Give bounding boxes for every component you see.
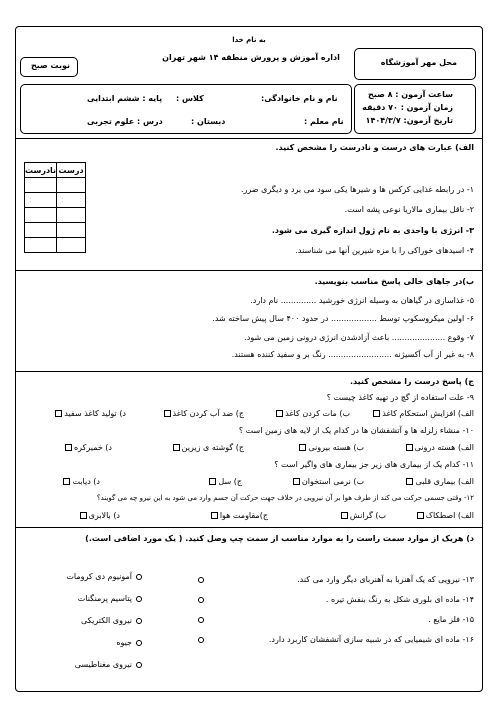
match-option-4: جیوه	[116, 638, 132, 647]
department-title: اداره آموزش و پرورش منطقه ۱۴ شهر تهران	[162, 53, 340, 62]
exam-sheet	[15, 26, 483, 692]
q9-option-c-label: ج) ضد آب کردن کاغذ	[172, 409, 244, 418]
q11-option-b[interactable]	[291, 477, 364, 486]
q9-option-a-label: الف) افزایش استحکام کاغذ	[382, 409, 474, 418]
answer-cell[interactable]	[57, 208, 86, 223]
answer-cell[interactable]	[57, 178, 86, 193]
subject-label: درس : علوم تجربی	[87, 117, 163, 126]
false-header: نادرست	[25, 163, 57, 178]
answer-cell[interactable]	[57, 193, 86, 208]
student-info-box	[20, 84, 352, 134]
school-seal-label: محل مهر آموزشگاه	[380, 58, 457, 67]
checkbox[interactable]	[341, 512, 348, 519]
exam-date: تاریخ آزمون: ۱۴۰۴/۳/۷	[365, 116, 453, 125]
checkbox[interactable]	[406, 478, 413, 485]
q11-option-c[interactable]	[207, 477, 242, 486]
match-option-3: نیروی الکتریکی	[81, 616, 132, 625]
section-a-title: الف) عبارت های درست و نادرست را مشخص کنید.	[275, 143, 474, 152]
match-option-2: پتاسیم پرمنگنات	[77, 594, 132, 603]
question-4: ۴- اسیدهای خوراکی را با مزه شیرین آنها می شناسند.	[295, 246, 474, 255]
answer-cell[interactable]	[25, 193, 57, 208]
match-item-15: ۱۵- فلز مایع .	[428, 615, 474, 624]
q9-option-b-label: ب) مات کردن کاغذ	[285, 409, 350, 418]
match-item-13: ۱۳- نیرویی که یک آهنربا به آهنربای دیگر وارد می کند.	[297, 575, 474, 584]
checkbox[interactable]	[55, 410, 62, 417]
answer-cell[interactable]	[25, 238, 57, 253]
q12-option-d[interactable]	[78, 511, 120, 520]
checkbox[interactable]	[80, 512, 87, 519]
section-c-title: ج) پاسخ درست را مشخص کنید.	[350, 377, 474, 386]
teacher-label: نام معلم :	[304, 117, 344, 126]
exam-time: ساعت آزمون : ۸ صبح	[368, 90, 453, 99]
match-dot[interactable]	[198, 597, 204, 603]
q10-option-c-label: ج) گوشته ی زیرین	[181, 443, 244, 452]
q10-option-b-label: ب) هسته بیرونی	[308, 443, 364, 452]
divider	[16, 371, 482, 372]
checkbox[interactable]	[406, 444, 413, 451]
checkbox[interactable]	[276, 410, 283, 417]
checkbox[interactable]	[173, 444, 180, 451]
checkbox[interactable]	[164, 410, 171, 417]
name-label: نام و نام خانوادگی:	[261, 94, 338, 103]
checkbox[interactable]	[417, 512, 424, 519]
shift-label: نوبت صبح	[31, 61, 71, 70]
question-10: ۱۰- منشاء زلزله ها و آتشفشان ها در کدام یک از لایه های زمین است ؟	[238, 426, 474, 435]
q10-option-a-label: الف) هسته درونی	[414, 443, 474, 452]
grade-label: پایه : ششم ابتدایی	[87, 94, 163, 103]
q9-option-a[interactable]	[371, 409, 474, 418]
class-label: کلاس :	[176, 94, 204, 103]
q12-option-b[interactable]	[339, 511, 386, 520]
checkbox[interactable]	[63, 478, 70, 485]
checkbox[interactable]	[373, 410, 380, 417]
question-9: ۹- علت استفاده از گچ در تهیه کاغذ چیست ؟	[326, 393, 474, 402]
question-8: ۸- به غیر از آب آکسیژنه ......................... رنگ بر و سفید کننده هستند.	[231, 350, 474, 359]
school-label: دبستان :	[191, 117, 226, 126]
match-dot[interactable]	[198, 577, 204, 583]
q12-option-b-label: ب) گرانش	[349, 511, 386, 520]
q11-option-d-label: د) دیابت	[72, 477, 100, 486]
match-dot[interactable]	[136, 574, 142, 580]
q10-option-b[interactable]	[297, 443, 364, 452]
checkbox[interactable]	[293, 478, 300, 485]
question-1: ۱- در رابطه غذایی کرکس ها و شیرها یکی سود می برد و دیگری ضرر.	[240, 185, 474, 194]
question-3: ۳- انرژی با واحدی به نام ژول اندازه گیری می شود.	[271, 226, 474, 235]
q9-option-d[interactable]	[53, 409, 126, 418]
checkbox[interactable]	[65, 444, 72, 451]
q11-option-a-label: الف) بیماری قلبی	[415, 477, 474, 486]
checkbox[interactable]	[209, 478, 216, 485]
match-dot[interactable]	[136, 596, 142, 602]
match-option-5: نیروی مغناطیسی	[74, 660, 132, 669]
question-11: ۱۱- کدام یک از بیماری های زیر جز بیماری های واگیر است ؟	[274, 460, 474, 469]
q10-option-d[interactable]	[63, 443, 112, 452]
q11-option-c-label: ج) سل	[218, 477, 242, 486]
q11-option-b-label: ب) نرمی استخوان	[301, 477, 364, 486]
q10-option-c[interactable]	[171, 443, 244, 452]
question-7: ۷- وقوع ..................... باعث آزادشدن انرژی درونی زمین می شود.	[244, 333, 474, 342]
true-header: درست	[57, 163, 86, 178]
q9-option-d-label: د) تولید کاغذ سفید	[64, 409, 126, 418]
answer-cell[interactable]	[57, 223, 86, 238]
exam-info-box	[354, 84, 476, 134]
section-b-title: ب)در جاهای خالی پاسخ مناسب بنویسید.	[314, 277, 474, 286]
match-option-1: آمونیوم دی کرومات	[66, 572, 132, 581]
divider	[16, 138, 482, 139]
exam-duration: زمان آزمون : ۷۰ دقیقه	[362, 103, 453, 112]
checkbox[interactable]	[211, 512, 218, 519]
question-5: ۵- غذاسازی در گیاهان به وسیله انرژی خورشید .............. نام دارد.	[250, 296, 474, 305]
q12-option-d-label: د) بالابری	[88, 511, 120, 520]
question-6: ۶- اولین میکروسکوپ توسط .................. در حدود ۴۰۰ سال پیش ساخته شد.	[212, 314, 474, 323]
q12-option-c-label: ج)مقاومت هوا	[219, 511, 268, 520]
q10-option-d-label: د) خمیرکره	[73, 443, 112, 452]
answer-cell[interactable]	[57, 238, 86, 253]
checkbox[interactable]	[299, 444, 306, 451]
q9-option-c[interactable]	[162, 409, 245, 418]
match-dot[interactable]	[136, 640, 142, 646]
q11-option-a[interactable]	[404, 477, 474, 486]
q9-option-b[interactable]	[274, 409, 350, 418]
shift-box	[20, 57, 78, 77]
true-false-table	[24, 162, 86, 253]
seal-box	[354, 48, 476, 80]
q10-option-a[interactable]	[404, 443, 474, 452]
match-dot[interactable]	[136, 618, 142, 624]
divider	[16, 270, 482, 271]
match-dot[interactable]	[198, 617, 204, 623]
answer-cell[interactable]	[25, 208, 57, 223]
bismillah: به نام خدا	[232, 36, 266, 44]
answer-cell[interactable]	[25, 223, 57, 238]
answer-cell[interactable]	[25, 178, 57, 193]
q11-option-d[interactable]	[61, 477, 100, 486]
divider	[16, 527, 482, 528]
q12-option-a[interactable]	[415, 511, 474, 520]
q12-option-c[interactable]	[209, 511, 268, 520]
question-2: ۲- ناقل بیماری مالاریا نوعی پشه است.	[344, 205, 474, 214]
q12-option-a-label: الف) اصطکاک	[425, 511, 474, 520]
match-dot[interactable]	[136, 662, 142, 668]
match-item-16: ۱۶- ماده ای شیمیایی که در شبیه سازی آتشفشان کاربرد دارد.	[268, 635, 474, 644]
section-d-title: د) هریک از موارد سمت راست را به موارد مناسب از سمت چپ وصل کنید. ( یک مورد اضافی است.)	[85, 534, 474, 543]
question-12: ۱۲- وقتی جسمی حرکت می کند از طرف هوا بر آن نیرویی در خلاف جهت حرکت آن جسم وارد می شود به این نیرو چه می گویند؟	[96, 494, 474, 502]
match-item-14: ۱۴- ماده ای بلوری شکل به رنگ بنفش تیره .	[325, 595, 474, 604]
match-dot[interactable]	[198, 637, 204, 643]
